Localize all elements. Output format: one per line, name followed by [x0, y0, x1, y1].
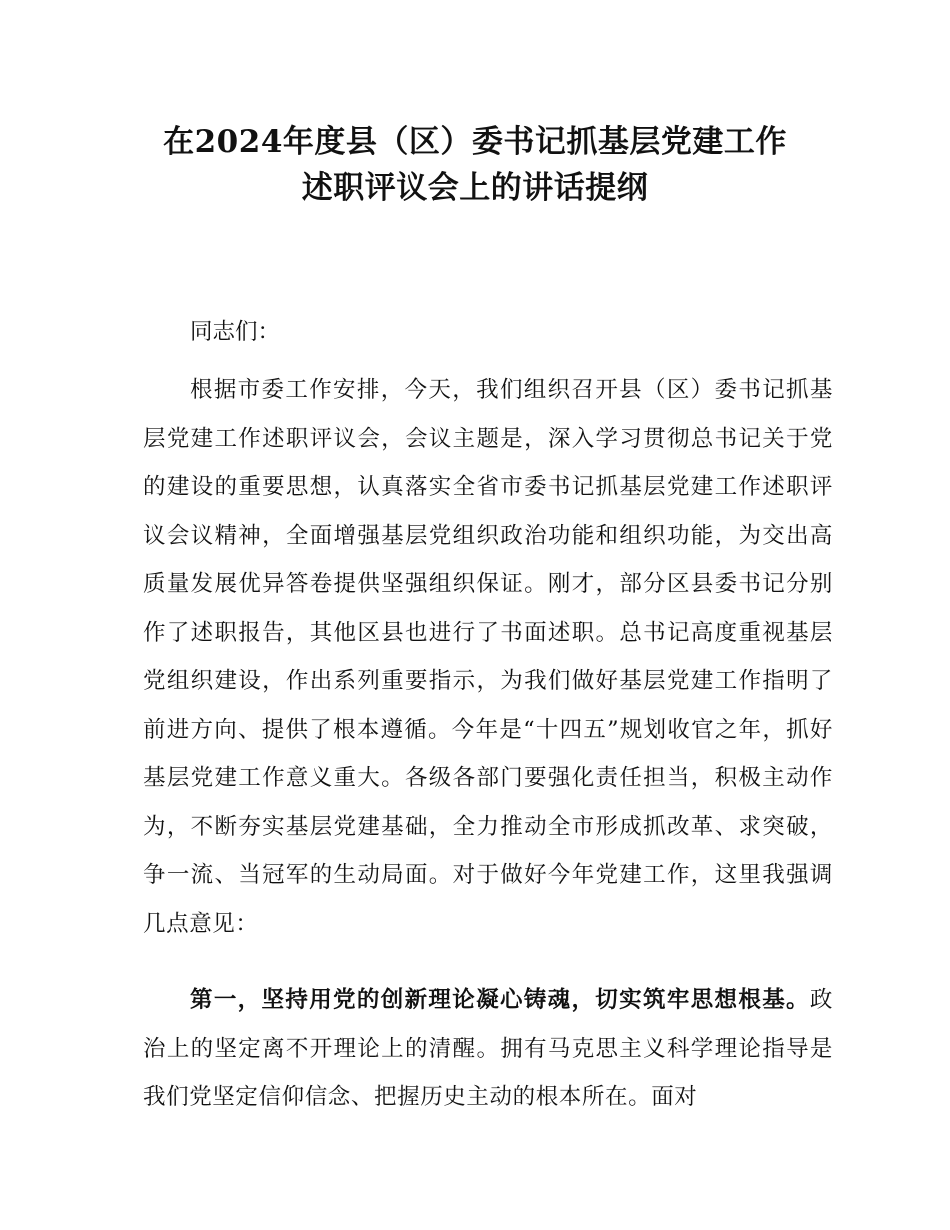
- document-title-line-1: 在2024年度县（区）委书记抓基层党建工作: [163, 124, 787, 160]
- salutation: 同志们：: [190, 319, 281, 345]
- point-one-body: 政治上的坚定离不开理论上的清醒。拥有马克思主义科学理论指导是我们党坚定信仰信念、把握历史主动的根本所在。面对: [143, 987, 833, 1110]
- opening-paragraph: 根据市委工作安排，今天，我们组织召开县（区）委书记抓基层党建工作述职评议会，会议主题是，深入学习贯彻总书记关于党的建设的重要思想，认真落实全省市委书记抓基层党建工作述职评议会议精神，全面增强基层党组织政治功能和组织功能，为交出高质量发展优异答卷提供坚强组织保证。刚才，部分区县委书记分别作了述职报告，其他区县也进行了书面述职。总书记高度重视基层党组织建设，作出系列重要指示，为我们做好基层党建工作指明了前进方向、提供了根本遵循。今年是“十四五”规划收官之年，抓好基层党建工作意义重大。各级各部门要强化责任担当，积极主动作为，不断夯实基层党建基础，全力推动全市形成抓改革、求突破，争一流、当冠军的生动局面。对于做好今年党建工作，这里我强调几点意见：: [143, 377, 833, 937]
- point-one-paragraph: [143, 976, 833, 1122]
- document-title-line-2: 述职评议会上的讲话提纲: [301, 170, 649, 206]
- point-one-heading: 第一，坚持用党的创新理论凝心铸魂，切实筑牢思想根基。: [190, 987, 810, 1013]
